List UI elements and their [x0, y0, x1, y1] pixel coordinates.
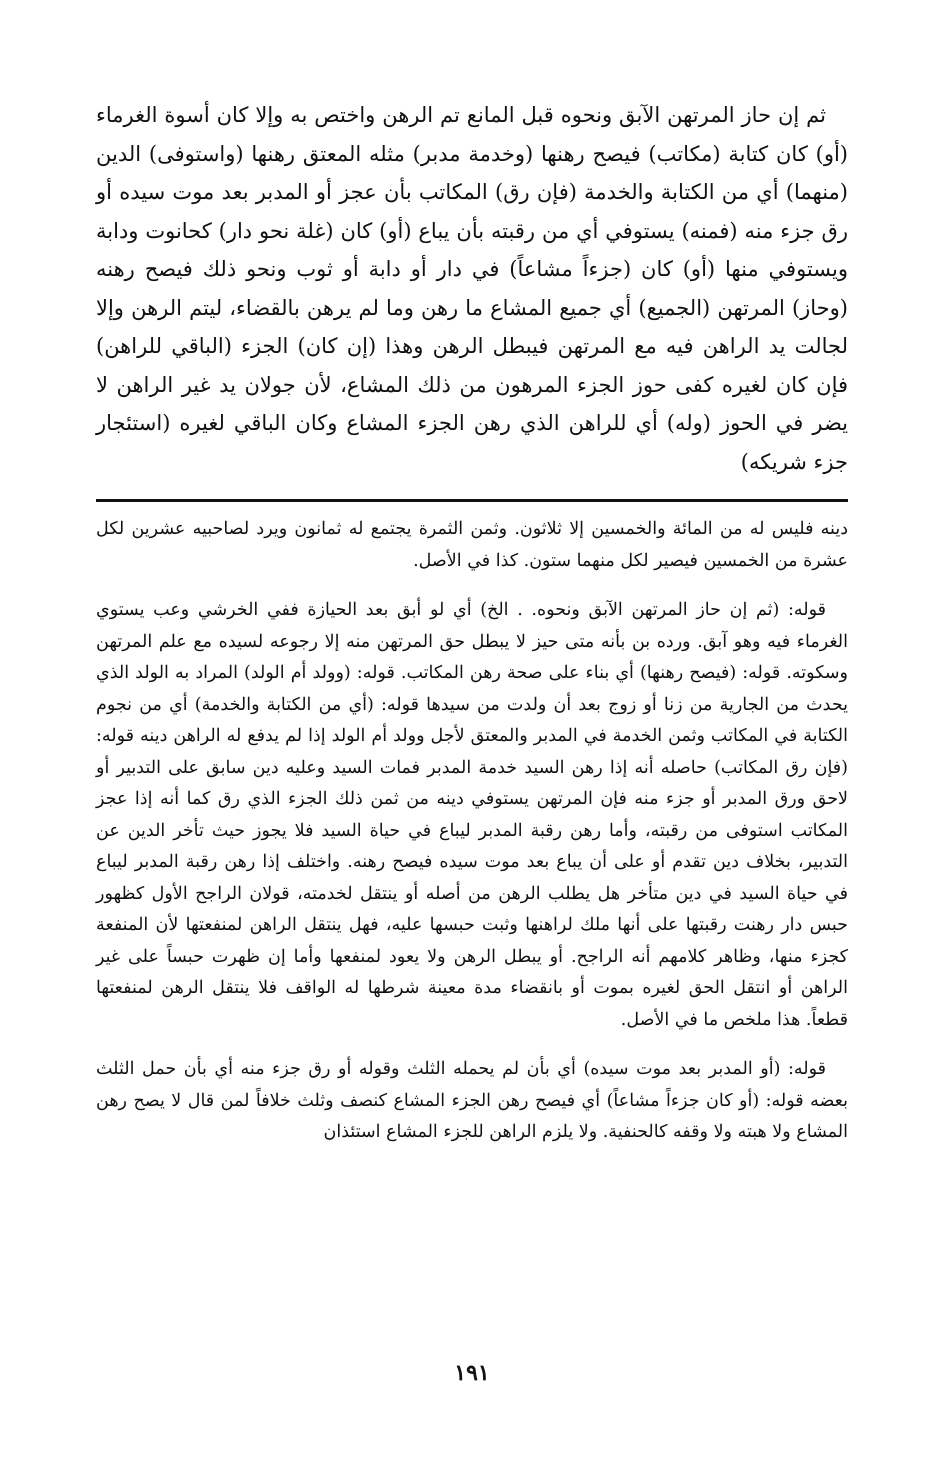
main-text-paragraph: ثم إن حاز المرتهن الآبق ونحوه قبل المانع تم الرهن واختص به وإلا كان أسوة الغرماء (أو) كان كتابة (مكاتب) فيصح رهنها (وخدمة مدبر) مثله المعتق رهنها (واستوفى) الدين (منهما) أي من الكتابة والخدمة (فإن رق) المكاتب بأن عجز أو المدبر بعد موت سيده أو رق جزء منه (فمنه) يستوفي أي من رقبته بأن يباع (أو) كان (غلة نحو دار) كحانوت ودابة ويستوفي منها (أو) كان (جزءاً مشاعاً) في دار أو دابة أو ثوب ونحو ذلك فيصح رهنه (وحاز) المرتهن (الجميع) أي جميع المشاع ما رهن وما لم يرهن بالقضاء، ليتم الرهن وإلا لجالت يد الراهن فيه مع المرتهن فيبطل الرهن وهذا (إن كان) الجزء (الباقي للراهن) فإن كان لغيره كفى حوز الجزء المرهون من ذلك المشاع، لأن جولان يد غير الراهن لا يضر في الحوز (وله) أي للراهن الذي رهن الجزء المشاع وكان الباقي لغيره (استئجار جزء شريكه)	[96, 103, 848, 474]
footnote-paragraph-1: دينه فليس له من المائة والخمسين إلا ثلاثون. وثمن الثمرة يجتمع له ثمانون ويرد لصاحبيه عشرين لكل عشرة من الخمسين فيصير لكل منهما ستون. كذا في الأصل.	[96, 519, 848, 571]
book-page	[96, 96, 848, 1386]
footnote-paragraph-3: قوله: (أو المدبر بعد موت سيده) أي بأن لم يحمله الثلث وقوله أو رق جزء منه أي بأن حمل الثلث بعضه قوله: (أو كان جزءاً مشاعاً) أي فيصح رهن الجزء المشاع كنصف وثلث خلافاً لمن قال لا يصح رهن المشاع ولا هبته ولا وقفه كالحنفية. ولا يلزم الراهن للجزء المشاع استئذان	[96, 1059, 848, 1142]
footnote-paragraph-2: قوله: (ثم إن حاز المرتهن الآبق ونحوه. . الخ) أي لو أبق بعد الحيازة ففي الخرشي وعب يستوي الغرماء فيه وهو آبق. ورده بن بأنه متى حيز لا يبطل حق المرتهن منه إلا رجوعه لسيده مع علم المرتهن وسكوته. قوله: (فيصح رهنها) أي بناء على صحة رهن المكاتب. قوله: (وولد أم الولد) المراد به الولد الذي يحدث من الجارية من زنا أو زوج بعد أن ولدت من سيدها قوله: (أي من الكتابة والخدمة) أي من نجوم الكتابة في المكاتب وثمن الخدمة في المدبر والمعتق لأجل وولد أم الولد إذا لم يدفع له الراهن دينه قوله: (فإن رق المكاتب) حاصله أنه إذا رهن السيد خدمة المدبر فمات السيد وعليه دين سابق على التدبير أو لاحق ورق المدبر أو جزء منه فإن المرتهن يستوفي دينه من ثمن ذلك الجزء الذي رق كما أنه إذا عجز المكاتب استوفى من رقبته، وأما رهن رقبة المدبر ليباع في حياة السيد فلا يجوز حيث تأخر الدين عن التدبير، بخلاف دين تقدم أو على أن يباع بعد موت سيده فيصح رهنه. واختلف إذا رهن رقبة المدبر ليباع في حياة السيد في دين متأخر هل يطلب الرهن من أصله أو ينتقل لخدمته، قولان الراجح الأول كظهور حبس دار رهنت رقبتها على أنها ملك لراهنها وثبت حبسها عليه، فهل ينتقل الراهن لمنفعتها لأن المنفعة كجزء منها، وظاهر كلامهم أنه الراجح. أو يبطل الرهن ولا يعود لمنفعها وأما إن ظهرت حبساً على غير الراهن أو انتقل الحق لغيره بموت أو بانقضاء مدة معينة شرطها له الواقف فلا ينتقل الرهن لمنفعتها قطعاً. هذا ملخص ما في الأصل.	[96, 600, 848, 1030]
footnote-separator-rule	[96, 499, 848, 502]
page-number: ١٩١	[454, 1360, 490, 1386]
